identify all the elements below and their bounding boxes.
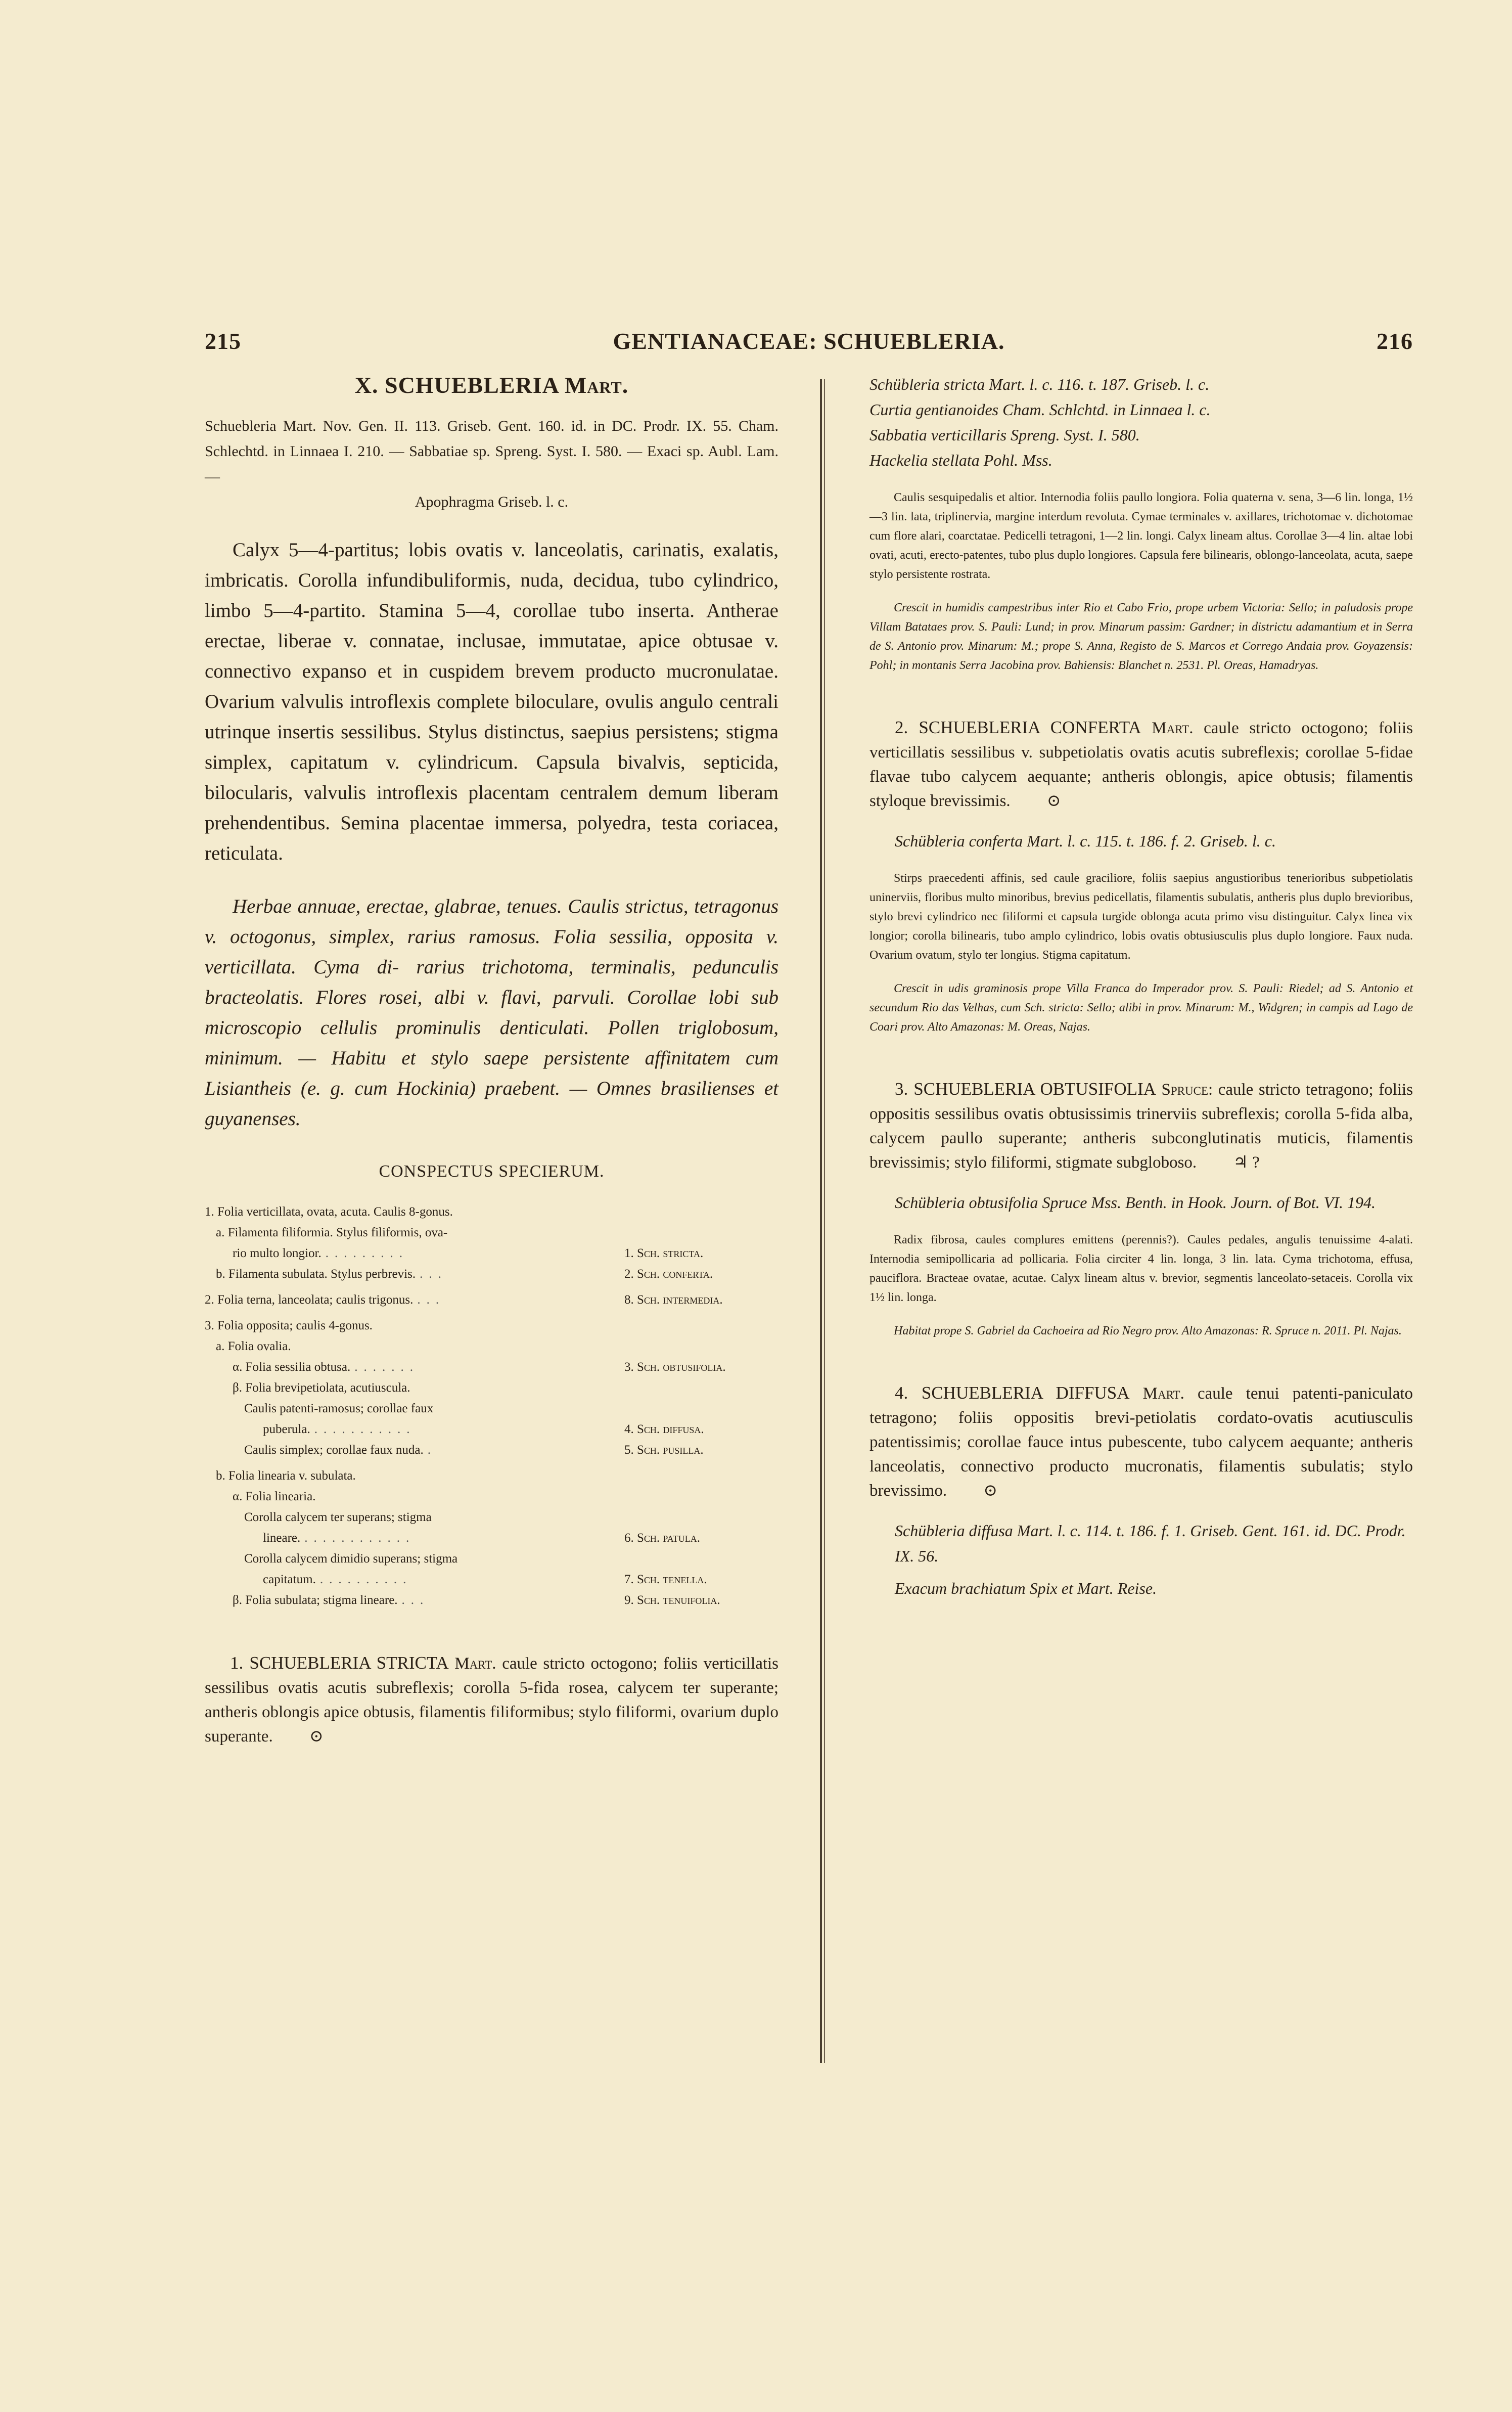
key-row: Caulis simplex; corollae faux nuda. . 5. Sch. pusilla.	[205, 1440, 778, 1460]
species-2-heading	[869, 716, 1413, 813]
key-result: 1. Sch. stricta.	[624, 1246, 704, 1260]
synonym: Curtia gentianoides Cham. Schlchtd. in Linnaea l. c.	[869, 400, 1211, 419]
species-4-author: Mart.	[1142, 1384, 1184, 1403]
running-head	[205, 328, 1413, 358]
genus-synonymy-last: Apophragma Griseb. l. c.	[415, 494, 569, 510]
synonym: Schübleria stricta Mart. l. c. 116. t. 187. Griseb. l. c.	[869, 375, 1210, 393]
species-4-heading	[869, 1381, 1413, 1503]
species-1-description: Caulis sesquipedalis et altior. Internodia foliis paullo longiora. Folia quaterna v. sena, 3—6 lin. longa, 1½—3 lin. lata, triplinervia, margine interdum revoluta. Cymae terminales v. axillares, trichotomae v. dichotomae cum flore alari, coarctatae. Pedicelli tetragoni, 1—2 lin. longi. Calyx lineam altus. Corollae 3—4 lin. altae lobi ovati, acuti, erecto-patentes, tubo plus duplo longiores. Capsula fere bilinearis, oblongo-lanceolata, acuta, saepe stylo persistente rostrata.	[869, 491, 1413, 581]
left-page-number: 215	[205, 328, 241, 354]
conspectus-title: CONSPECTUS SPECIERUM.	[379, 1162, 605, 1181]
key-result: 5. Sch. pusilla.	[624, 1443, 704, 1457]
key-row: α. Folia linearia.	[233, 1490, 316, 1503]
species-2-name: 2. SCHUEBLERIA CONFERTA	[895, 718, 1141, 737]
perennial-symbol-icon: ♃ ?	[1233, 1153, 1260, 1172]
species-3-name: 3. SCHUEBLERIA OBTUSIFOLIA	[895, 1079, 1156, 1099]
species-1-heading	[205, 1651, 778, 1749]
key-row: 3. Folia opposita; caulis 4-gonus.	[205, 1319, 373, 1332]
species-1-name: 1. SCHUEBLERIA STRICTA	[230, 1653, 449, 1673]
key-result: 7. Sch. tenella.	[624, 1573, 707, 1586]
column-divider	[820, 379, 825, 2063]
generic-description: Calyx 5—4-partitus; lobis ovatis v. lanceolatis, carinatis, exalatis, imbricatis. Corolla infundibuliformis, nuda, decidua, tubo cylindrico, limbo 5—4-partito. Stamina 5—4, corollae tubo inserta. Antherae erectae, liberae v. connatae, inclusae, immutatae, apice obtusae v. connectivo expanso et in cuspidem brevem producto mucronulatae. Ovarium valvulis introflexis complete biloculare, ovulis angulo centrali utrinque insertis sessilibus. Stylus distinctus, saepius persistens; stigma simplex, capitatum v. cylindricum. Capsula bivalvis, septicida, bilocularis, valvulis introflexis placentam centralem demum liberam prehendentibus. Semina placentae immersa, polyedra, testa coriacea, reticulata.	[205, 539, 778, 864]
species-3-diagnosis: caule stricto tetragono; foliis oppositis sessilibus ovatis obtusissimis trinerviis subreflexis; corolla 5-fida alba, calycem paullo superante; antheris subconglutinatis muticis, filamentis brevissimis; stylo filiformi, stigmate subgloboso.	[869, 1081, 1413, 1172]
synonym: Exacum brachiatum Spix et Mart. Reise.	[895, 1579, 1157, 1597]
key-row: β. Folia brevipetiolata, acutiuscula.	[233, 1381, 410, 1395]
species-key	[205, 1201, 778, 1611]
right-page-number: 216	[1377, 328, 1413, 354]
key-row: 2. Folia terna, lanceolata; caulis trigonus. ... 8. Sch. intermedia.	[205, 1289, 778, 1310]
species-1-locality: Crescit in humidis campestribus inter Rio et Cabo Frio, prope urbem Victoria: Sello; in paludosis prope Villam Batataes prov. S. Pauli: Lund; in prov. Minarum passim: Gardner; in districtu adamantium et in Serra de S. Antonio prov. Minarum: M.; prope S. Anna, Registo de S. Marcos et Corrego Andaia prov. Goyazensis: Pohl; in montanis Serra Jacobina prov. Bahiensis: Blanchet n. 2531. Pl. Oreas, Hamadryas.	[869, 601, 1413, 672]
key-row: b. Filamenta subulata. Stylus perbrevis. ... 2. Sch. conferta.	[205, 1264, 778, 1284]
key-row: α. Folia sessilia obtusa. ....... 3. Sch. obtusifolia.	[205, 1357, 778, 1377]
synonym: Schübleria diffusa Mart. l. c. 114. t. 186. f. 1. Griseb. Gent. 161. id. DC. Prodr. IX. 56.	[895, 1522, 1406, 1565]
key-result: 2. Sch. conferta.	[624, 1267, 713, 1281]
synonym: Hackelia stellata Pohl. Mss.	[869, 451, 1052, 469]
genus-title: X. SCHUEBLERIA Mart.	[354, 372, 629, 398]
key-row: puberula. ........... 4. Sch. diffusa.	[205, 1419, 778, 1440]
synonym: Sabbatia verticillaris Spreng. Syst. I. 580.	[869, 426, 1140, 444]
right-column	[869, 372, 1413, 1601]
key-row: Caulis patenti-ramosus; corollae faux	[244, 1402, 434, 1415]
key-row: a. Filamenta filiformia. Stylus filiformis, ova-	[216, 1226, 448, 1239]
species-2-locality: Crescit in udis graminosis prope Villa Franca do Imperador prov. S. Pauli: Riedel; ad S. Antonio et secundum Rio das Velhas, cum Sch. stricta: Sello; alibi in prov. Minarum: M., Widgren; in campis ad Lago de Coari prov. Alto Amazonas: M. Oreas, Najas.	[869, 982, 1413, 1034]
annual-symbol-icon: ⊙	[983, 1482, 997, 1500]
key-row: rio multo longior. ......... 1. Sch. stricta.	[205, 1243, 778, 1264]
synonym: Schübleria obtusifolia Spruce Mss. Benth. in Hook. Journ. of Bot. VI. 194.	[895, 1193, 1376, 1212]
species-2-description: Stirps praecedenti affinis, sed caule graciliore, foliis saepius angustioribus tenerioribus subpetiolatis uninerviis, floribus multo minoribus, brevius pedicellatis, filamentis subulatis, antheris plus duplo brevioribus, stylo brevi cylindrico nec filiformi et capsula turgide oblonga acuta primo visu distinguitur. Calyx linea vix longior; corolla bilinearis, tubo amplo cylindrico, lobis ovatis obtusiusculis plus duplo longiore. Faux nuda. Ovarium ovatum, stylo ter longius. Stigma capitatum.	[869, 872, 1413, 962]
annual-symbol-icon: ⊙	[1046, 792, 1061, 810]
key-result: 6. Sch. patula.	[624, 1531, 701, 1545]
species-3-locality: Habitat prope S. Gabriel da Cachoeira ad Rio Negro prov. Alto Amazonas: R. Spruce n. 2011. Pl. Najas.	[894, 1324, 1402, 1337]
key-row: Corolla calycem ter superans; stigma	[244, 1510, 432, 1524]
species-3-description: Radix fibrosa, caules complures emittens (perennis?). Caules pedales, angulis tenuissime 4-alati. Internodia semipollicaria ad pollicaria. Folia circiter 4 lin. longa, 3 lin. lata. Cyma trichotoma, effusa, pauciflora. Bracteae ovatae, acutae. Calyx lineam altus v. brevior, segmentis lanceolato-setaceis. Corolla vix 1½ lin. longa.	[869, 1233, 1413, 1304]
habit-description: Herbae annuae, erectae, glabrae, tenues. Caulis strictus, tetragonus v. octogonus, simplex, rarius ramosus. Folia sessilia, opposita v. verticillata. Cyma di- rarius trichotoma, terminalis, pedunculis bracteolatis. Flores rosei, albi v. flavi, parvuli. Corollae lobi sub microscopio cellulis prominulis denticulati. Pollen triglobosum, minimum. — Habitu et stylo saepe persistente affinitatem cum Lisiantheis (e. g. cum Hockinia) praebent. — Omnes brasilienses et guyanenses.	[205, 896, 778, 1130]
key-row: b. Folia linearia v. subulata.	[216, 1469, 356, 1483]
running-head-title: GENTIANACEAE: SCHUEBLERIA.	[613, 328, 1005, 354]
species-4-name: 4. SCHUEBLERIA DIFFUSA	[895, 1383, 1130, 1403]
key-result: 3. Sch. obtusifolia.	[624, 1360, 726, 1374]
key-row: capitatum. .......... 7. Sch. tenella.	[205, 1569, 778, 1590]
key-result: 8. Sch. intermedia.	[624, 1293, 723, 1307]
species-4-diagnosis: caule tenui patenti-paniculato tetragono; foliis oppositis brevi-petiolatis cordato-ovatis acutiusculis patentissimis; corollae fauce intus pubescente, tubo calycem aequante; antheris lanceolatis, connectivo producto mucronatis, filamentis subulatis; stylo brevissimo.	[869, 1384, 1413, 1500]
species-2-author: Mart.	[1152, 719, 1194, 737]
key-row: β. Folia subulata; stigma lineare. ... 9. Sch. tenuifolia.	[205, 1590, 778, 1611]
species-1-diagnosis: caule stricto octogono; foliis verticillatis sessilibus ovatis acutis subreflexis; corolla 5-fida rosea, calycem ter superante; antheris oblongis apice obtusis, filamentis filiformibus; stylo filiformi, ovarium duplo superante.	[205, 1655, 779, 1746]
genus-synonymy: Schuebleria Mart. Nov. Gen. II. 113. Griseb. Gent. 160. id. in DC. Prodr. IX. 55. Cham. Schlechtd. in Linnaea I. 210. — Sabbatiae sp. Spreng. Syst. I. 580. — Exaci sp. Aubl. Lam. —	[205, 418, 778, 485]
species-2-diagnosis: caule stricto octogono; foliis verticillatis sessilibus v. subpetiolatis ovatis acutis subreflexis; corollae 5-fidae flavae tubo calycem aequante; antheris oblongis, apice obtusis; filamentis styloque brevissimis.	[869, 719, 1413, 810]
species-1-author: Mart.	[454, 1655, 496, 1673]
key-result: 9. Sch. tenuifolia.	[624, 1593, 720, 1607]
species-3-heading	[869, 1077, 1413, 1175]
left-column	[205, 372, 778, 1764]
key-result: 4. Sch. diffusa.	[624, 1422, 704, 1436]
key-row: lineare. ............ 6. Sch. patula.	[205, 1528, 778, 1548]
key-row: 1. Folia verticillata, ovata, acuta. Caulis 8-gonus.	[205, 1205, 453, 1219]
key-row: Corolla calycem dimidio superans; stigma	[244, 1552, 458, 1566]
key-row: a. Folia ovalia.	[216, 1339, 291, 1353]
synonym: Schübleria conferta Mart. l. c. 115. t. 186. f. 2. Griseb. l. c.	[895, 832, 1276, 850]
annual-symbol-icon: ⊙	[309, 1727, 324, 1746]
species-3-author: Spruce:	[1161, 1081, 1213, 1099]
